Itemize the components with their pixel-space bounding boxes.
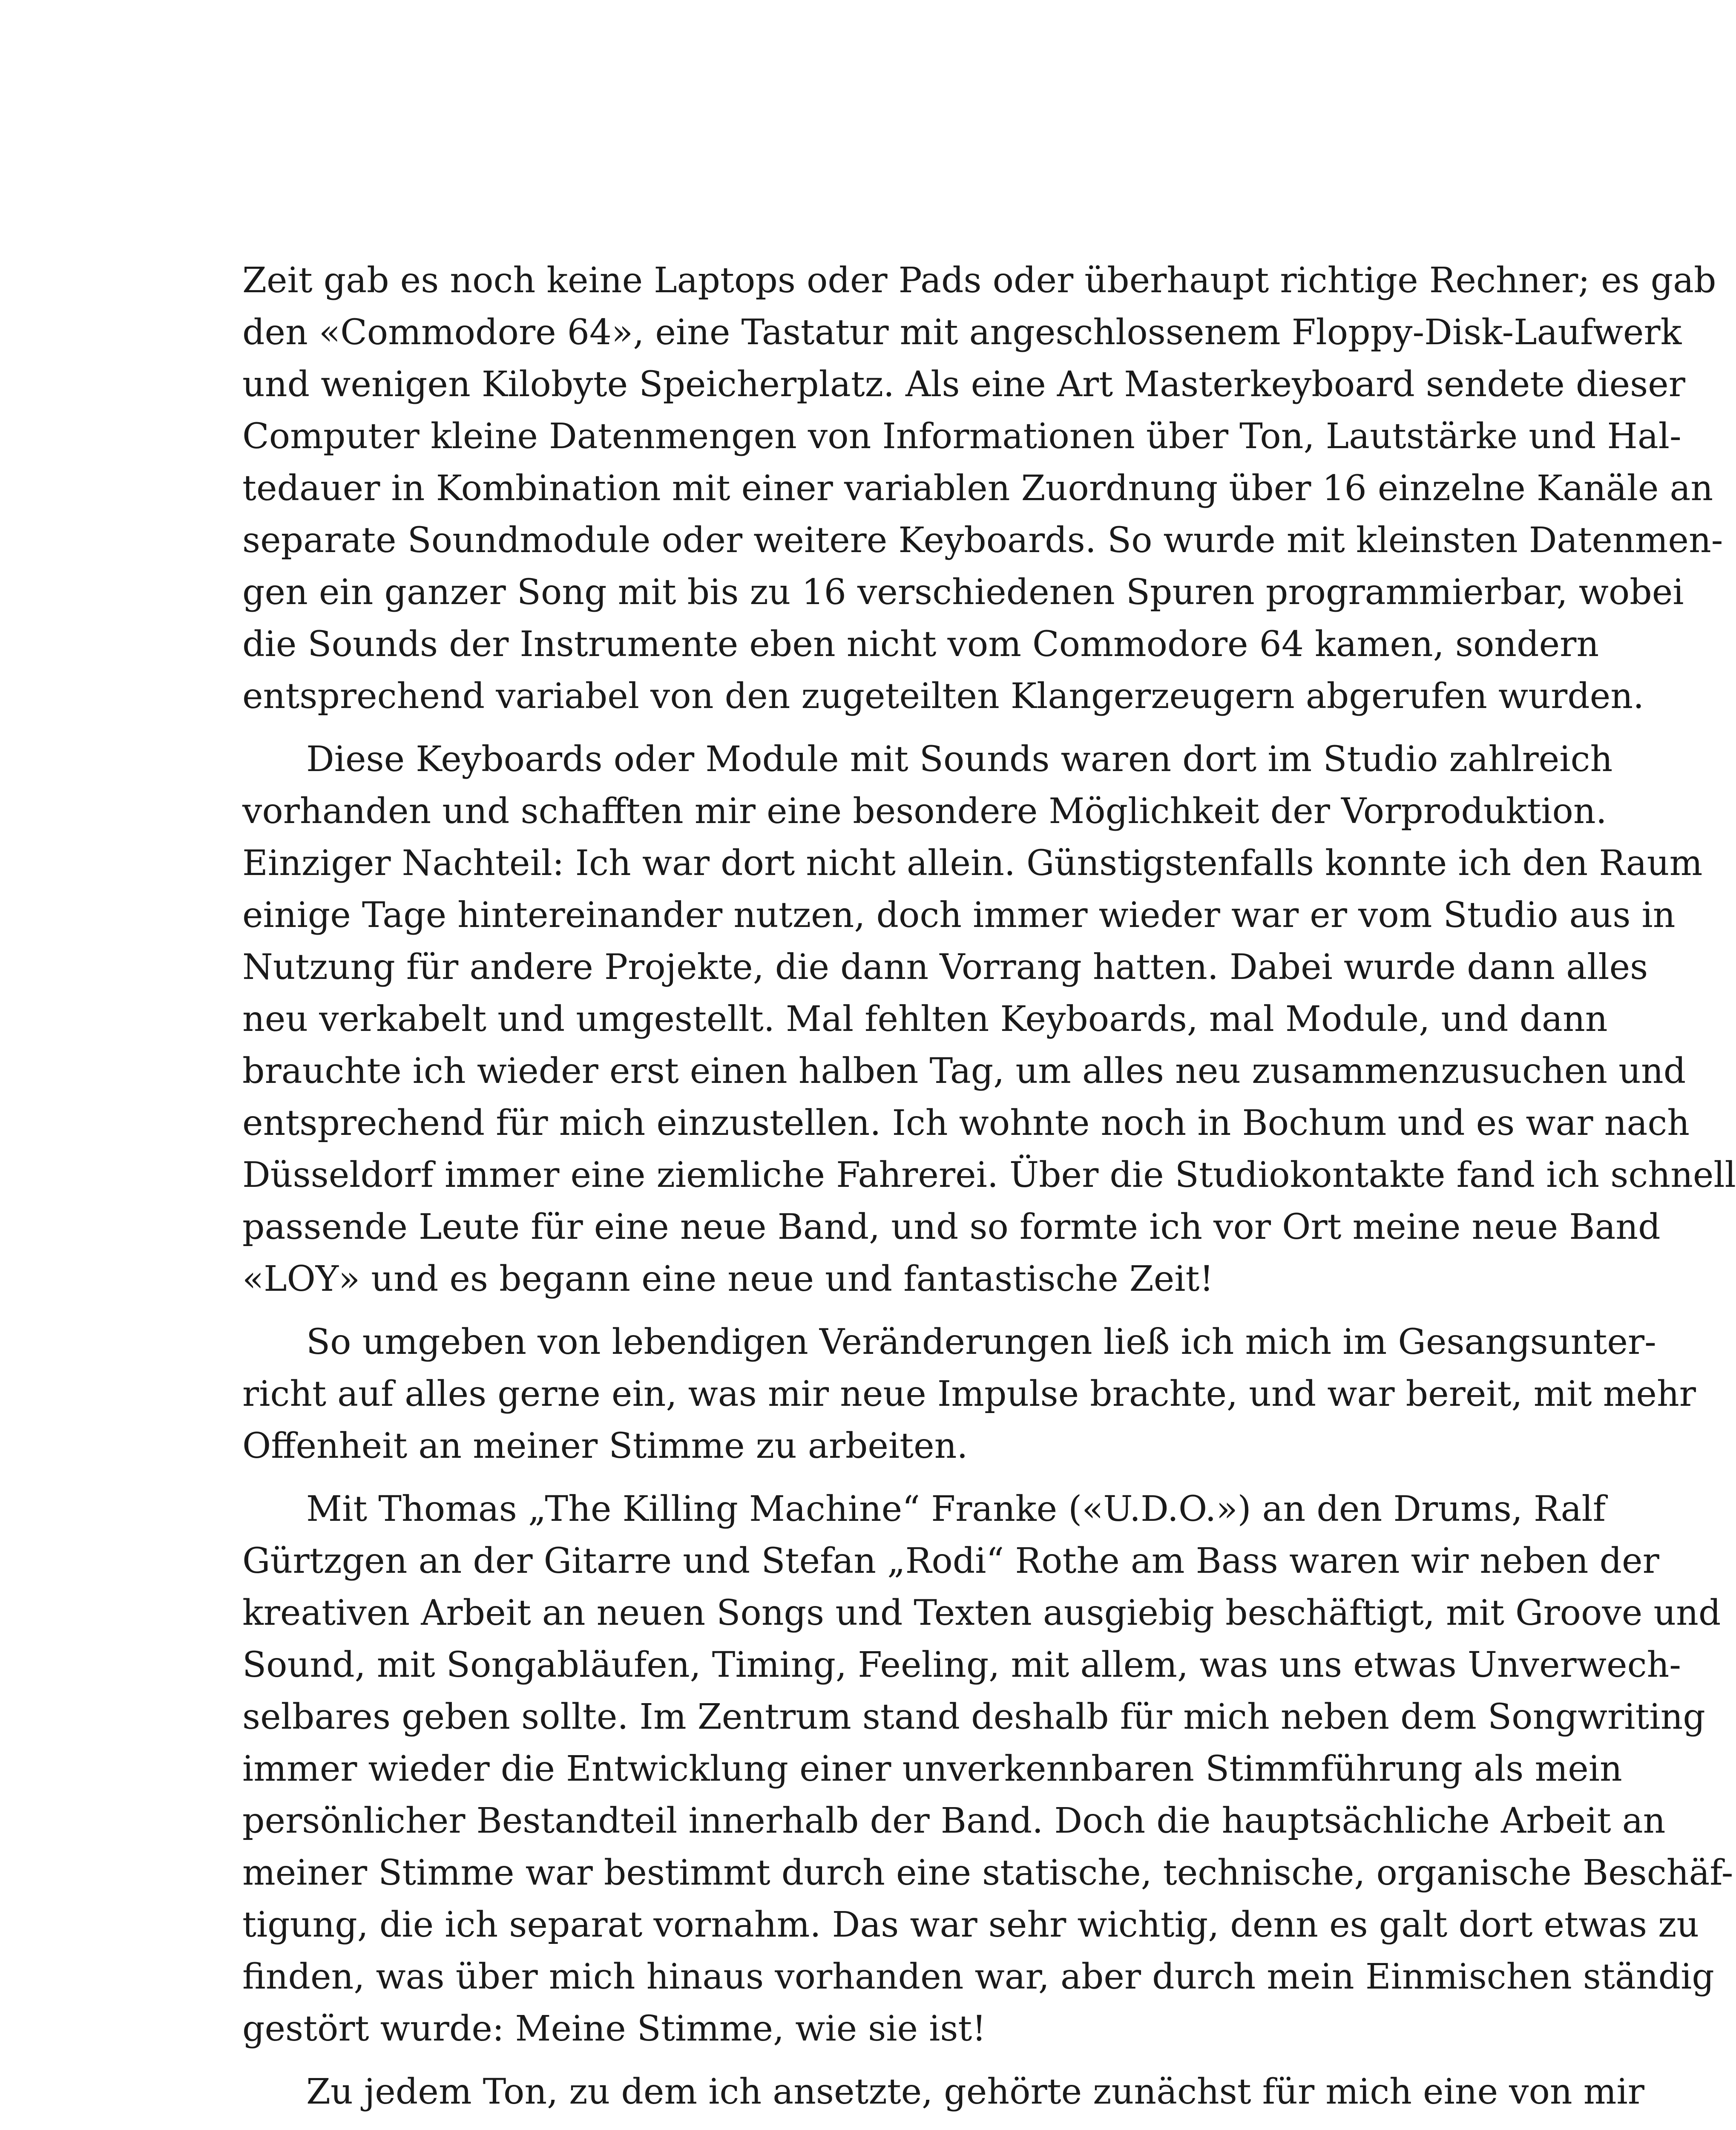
paragraph-gap <box>242 1305 1558 1316</box>
text-line: persönlicher Bestandteil innerhalb der Band. Doch die hauptsächliche Arbeit an <box>242 1801 1666 1841</box>
text-line: Diese Keyboards oder Module mit Sounds waren dort im Studio zahlreich <box>306 739 1613 780</box>
text-line: Mit Thomas „The Killing Machine“ Franke («U.D.O.») an den Drums, Ralf <box>306 1489 1606 1529</box>
text-line: finden, was über mich hinaus vorhanden war, aber durch mein Einmischen ständig <box>242 1957 1714 1997</box>
text-line: Zeit gab es noch keine Laptops oder Pads oder überhaupt richtige Rechner; es gab <box>242 260 1716 301</box>
paragraph <box>242 1316 1696 1472</box>
text-line: neu verkabelt und umgestellt. Mal fehlten Keyboards, mal Module, und dann <box>242 999 1608 1039</box>
paragraph <box>242 734 1736 1305</box>
text-line: separate Soundmodule oder weitere Keyboards. So wurde mit kleinsten Datenmen- <box>242 520 1723 561</box>
text-line: entsprechend variabel von den zugeteilten Klangerzeugern abgerufen wurden. <box>242 676 1644 717</box>
text-line: kreativen Arbeit an neuen Songs und Texten ausgiebig beschäftigt, mit Groove und <box>242 1593 1721 1633</box>
text-line: entsprechend für mich einzustellen. Ich wohnte noch in Bochum und es war nach <box>242 1103 1690 1143</box>
text-line: vorhanden und schafften mir eine besondere Möglichkeit der Vorproduktion. <box>242 791 1607 832</box>
text-line: So umgeben von lebendigen Veränderungen ließ ich mich im Gesangsunter- <box>306 1322 1656 1362</box>
text-line: tedauer in Kombination mit einer variablen Zuordnung über 16 einzelne Kanäle an <box>242 468 1713 509</box>
text-line: Nutzung für andere Projekte, die dann Vorrang hatten. Dabei wurde dann alles <box>242 947 1648 987</box>
text-line: die Sounds der Instrumente eben nicht vom Commodore 64 kamen, sondern <box>242 624 1599 665</box>
text-line: Offenheit an meiner Stimme zu arbeiten. <box>242 1426 968 1466</box>
text-line: tigung, die ich separat vornahm. Das war sehr wichtig, denn es galt dort etwas zu <box>242 1905 1699 1945</box>
paragraph <box>242 2066 1644 2118</box>
text-line: immer wieder die Entwicklung einer unverkennbaren Stimmführung als mein <box>242 1749 1622 1789</box>
text-line: meiner Stimme war bestimmt durch eine statische, technische, organische Beschäf- <box>242 1853 1733 1893</box>
text-line: einige Tage hintereinander nutzen, doch immer wieder war er vom Studio aus in <box>242 895 1676 935</box>
text-line: und wenigen Kilobyte Speicherplatz. Als eine Art Masterkeyboard sendete dieser <box>242 364 1685 405</box>
paragraph-gap <box>242 2055 1558 2066</box>
text-line: gestört wurde: Meine Stimme, wie sie ist! <box>242 2009 986 2049</box>
text-line: Einziger Nachteil: Ich war dort nicht allein. Günstigstenfalls konnte ich den Raum <box>242 843 1703 884</box>
text-line: gen ein ganzer Song mit bis zu 16 verschiedenen Spuren programmierbar, wobei <box>242 572 1684 613</box>
text-line: Sound, mit Songabläufen, Timing, Feeling, mit allem, was uns etwas Unverwech- <box>242 1645 1681 1685</box>
paragraph <box>242 1483 1733 2055</box>
paragraph-gap <box>242 1472 1558 1483</box>
text-line: Düsseldorf immer eine ziemliche Fahrerei. Über die Studiokontakte fand ich schnell <box>242 1155 1736 1195</box>
text-line: den «Commodore 64», eine Tastatur mit angeschlossenem Floppy-Disk-Laufwerk <box>242 312 1682 353</box>
text-line: Zu jedem Ton, zu dem ich ansetzte, gehörte zunächst für mich eine von mir <box>306 2072 1644 2112</box>
paragraph <box>242 255 1723 722</box>
paragraph-gap <box>242 722 1558 734</box>
text-line: «LOY» und es begann eine neue und fantastische Zeit! <box>242 1259 1214 1299</box>
body-text <box>242 255 1736 2118</box>
text-line: brauchte ich wieder erst einen halben Tag, um alles neu zusammenzusuchen und <box>242 1051 1686 1091</box>
text-line: selbares geben sollte. Im Zentrum stand deshalb für mich neben dem Songwriting <box>242 1697 1705 1737</box>
text-line: Gürtzgen an der Gitarre und Stefan „Rodi“ Rothe am Bass waren wir neben der <box>242 1541 1659 1581</box>
text-line: Computer kleine Datenmengen von Informationen über Ton, Lautstärke und Hal- <box>242 416 1681 457</box>
text-line: passende Leute für eine neue Band, und so formte ich vor Ort meine neue Band <box>242 1207 1661 1247</box>
text-line: richt auf alles gerne ein, was mir neue Impulse brachte, und war bereit, mit mehr <box>242 1374 1696 1414</box>
